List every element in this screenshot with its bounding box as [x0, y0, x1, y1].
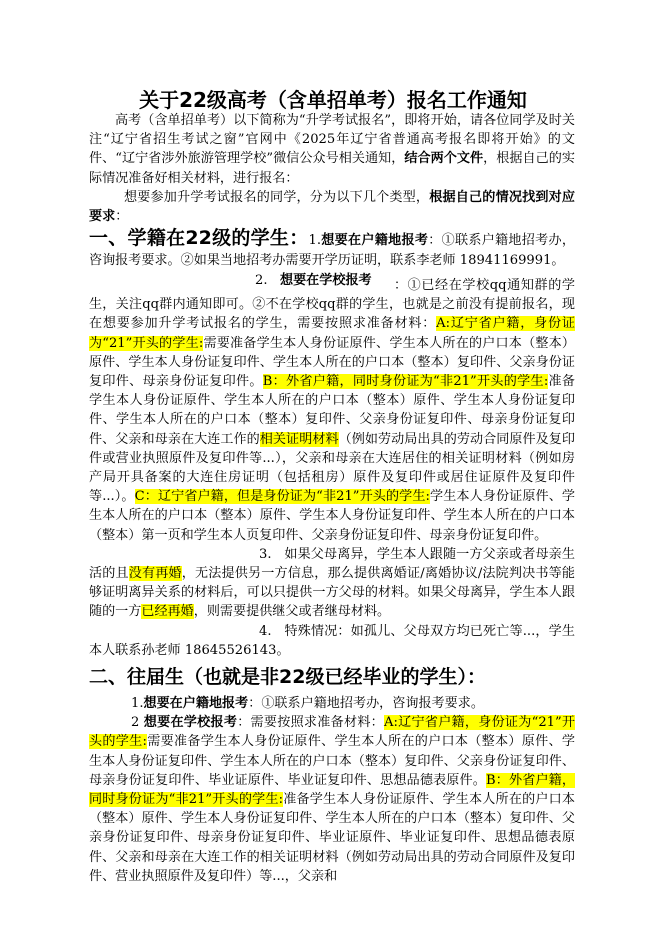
intro-text: 高考（含单招单考）以下简称为“升学考试报名”，即将开始，请各位同学及时关注“辽宁省招生考试之窗”官网中《2025年辽宁省普通高考报名即将开始》的文件、“辽宁省涉外旅游管理学校”微信公众号相关通知， [89, 113, 575, 167]
item-text: ：①联系户籍地招考办，咨询报考要求。 [248, 696, 484, 711]
section-1-heading: 一、学籍在22级的学生 [89, 227, 290, 249]
highlight-not-remarried: 没有再婚 [128, 566, 182, 582]
item-number: 2. [255, 273, 268, 288]
item-emphasis: 想要在学校报考 [143, 715, 238, 731]
intro-text: 想要参加升学考试报名的同学，分为以下几个类型， [124, 189, 430, 205]
item-text: 特殊情况：如孤儿、父母双方均已死亡等...，学生本人联系孙老师 18645526143。 [89, 623, 575, 658]
intro-text-end: ，根据自己的实际情况准备好相关材料，进行报名： [89, 151, 576, 186]
highlight-option-c: C：辽宁省户籍，但是身份证为“非21”开头的学生: [134, 489, 430, 505]
item-number: 1. [131, 696, 144, 711]
highlight-option-a: A:辽宁省户籍，身份证为“21”开头的学生: [89, 715, 576, 750]
item-emphasis: 想要在学校报考 [280, 273, 372, 288]
item-number: 1. [308, 233, 321, 248]
intro-paragraph-2 [89, 188, 575, 226]
option-a-text: 需要准备学生本人身份证原件、学生本人所在的户口本（整本）原件、学生本人身份证复印件、学生本人所在的户口本（整本）复印件、父亲身份证复印件、母亲身份证复印件。 [89, 335, 575, 390]
option-b-text: 准备学生本人身份证原件、学生本人所在的户口本（整本）原件、学生本人身份证复印件、学生本人所在的户口本（整本）复印件、父亲身份证复印件、母亲身份证复印件、父亲和母亲在大连工作的 [89, 374, 575, 447]
highlight-proof-materials: 相关证明材料 [259, 431, 339, 447]
item-number: 4. [259, 623, 272, 639]
section-2-heading: 二、往届生（也就是非22级已经毕业的学生）： [89, 666, 486, 688]
item-number: 3. [259, 546, 272, 562]
option-a-text: 需要准备学生本人身份证原件、学生本人所在的户口本（整本）原件、学生本人身份证复印件、学生本人所在的户口本（整本）复印件、父亲身份证复印件、母亲身份证复印件、毕业证原件、毕业证复印件、思想品德表原件。 [89, 734, 575, 788]
section-2-item-1 [89, 694, 575, 713]
item-text-2: ，无法提供另一方信息，那么提供离婚证/离婚协议/法院判决书等能够证明离异关系的材料后，可以只提供一方父母的材料。如果父母离异，学生本人跟随的一方 [89, 566, 576, 620]
section-2-item-2 [89, 713, 575, 886]
item-text: ：①已经在学校qq通知群的学生，关注qq群内通知即可。②不在学校qq群的学生，也就是之前没有提前报名，现在想要参加升学考试报名的学生，需要按照求准备材料： [89, 278, 575, 332]
option-b-text: 准备学生本人身份证原件、学生本人所在的户口本（整本）原件、学生本人身份证复印件、学生本人所在的户口本（整本）复印件、父亲身份证复印件、母亲身份证复印件、毕业证原件、毕业证复印件、思想品德表原件、父亲和母亲在大连工作的相关证明材料（例如劳动局出具的劳动合同原件及复印件、营业执照原件及复印件）等...，父亲和 [89, 792, 576, 884]
page-title: 关于22级高考（含单招单考）报名工作通知 [139, 88, 527, 112]
section-1-body [89, 276, 575, 660]
option-b-text-2: （例如劳动局出具的劳动合同原件及复印件或营业执照原件及复印件等...），父亲和母亲在大连居住的相关证明材料（例如房产局开具备案的大连住房证明（包括租房）原件及复印件或居住证原件及复印件等...）。 [89, 431, 576, 505]
section-1-item-1 [89, 228, 575, 271]
section-1-item-2-text [89, 276, 575, 545]
highlight-option-a: A:辽宁省户籍，身份证为“21”开头的学生: [89, 316, 575, 351]
item-text: ：需要按照求准备材料： [237, 715, 385, 731]
item-text: ：①联系户籍地招考办，咨询报考要求。②如果当地招考办需要开学历证明，联系李老师 18941169991。 [89, 233, 575, 268]
intro-paragraph-1 [89, 111, 575, 188]
section-1-item-4 [89, 622, 575, 660]
highlight-option-b: B：外省户籍，同时身份证为“非21”开头的学生: [89, 772, 576, 808]
highlight-option-b: B：外省户籍，同时身份证为“非21”开头的学生: [262, 374, 549, 390]
item-text: 如果父母离异，学生本人跟随一方父亲或者母亲生活的且 [89, 546, 575, 582]
section-1-heading-colon: ： [289, 227, 309, 249]
item-emphasis: 想要在户籍地报考 [320, 233, 429, 248]
item-number: 2 [131, 715, 140, 731]
option-c-text: 学生本人身份证原件、学生本人所在的户口本（整本）原件、学生本人身份证复印件、学生本人所在的户口本（整本）第一页和学生本人页复印件、父亲身份证复印件、母亲身份证复印件。 [89, 489, 576, 543]
section-1-item-3 [89, 545, 575, 622]
section-2 [89, 664, 575, 886]
intro-block [89, 111, 575, 226]
intro-emphasis: 根据自己的情况找到对应要求 [89, 189, 576, 225]
item-emphasis: 想要在户籍地报考 [143, 696, 249, 711]
intro-text-end: ： [115, 209, 129, 225]
highlight-remarried: 已经再婚 [141, 604, 194, 620]
item-text-3: ，则需要提供继父或者继母材料。 [193, 604, 391, 620]
intro-emphasis: 结合两个文件 [404, 151, 484, 167]
